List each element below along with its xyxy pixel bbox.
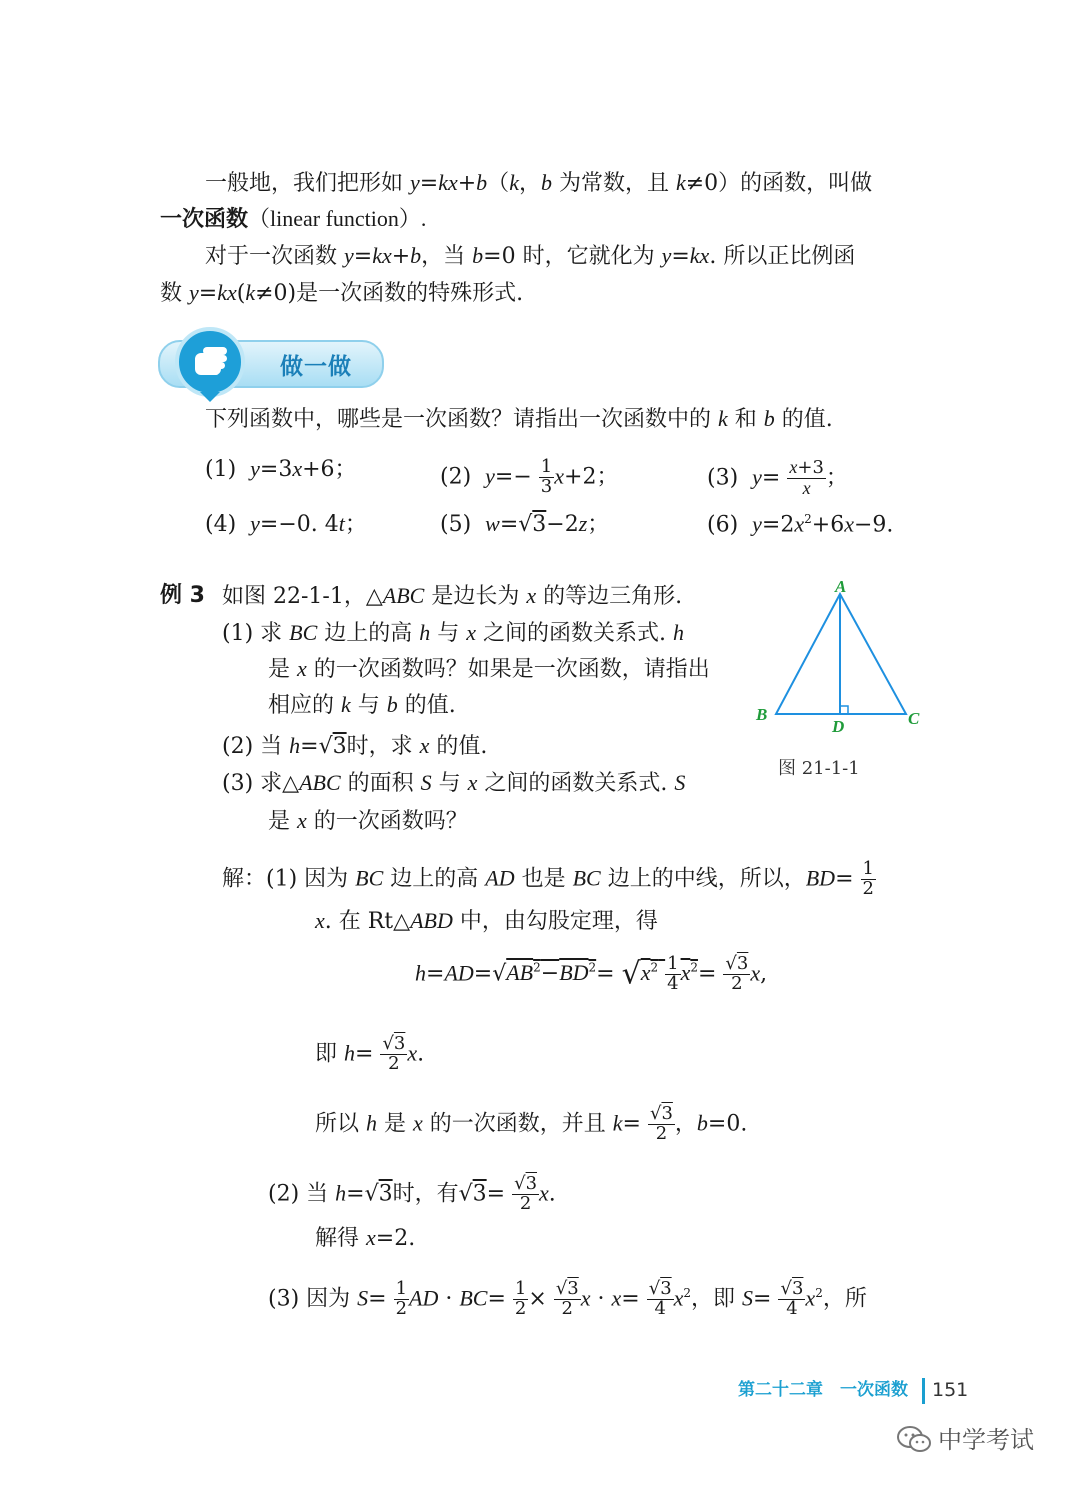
vertex-label-b: B — [756, 705, 768, 724]
intro-line-2 — [160, 208, 426, 231]
vertex-label-c: C — [908, 709, 920, 728]
footer-chapter: 第二十二章 一次函数 — [738, 1380, 908, 1400]
term-linear-function: 一次函数 — [160, 207, 249, 232]
intro-line-3: 对于一次函数 y=kx+b，当 b=0 时，它就化为 y=kx. 所以正比例函 — [205, 243, 856, 269]
banner-tip — [200, 392, 220, 402]
activity-prompt: 下列函数中，哪些是一次函数？请指出一次函数中的 k 和 b 的值. — [205, 406, 833, 432]
example-stem: 如图 22-1-1，△ABC 是边长为 x 的等边三角形. — [222, 583, 683, 609]
watermark-text: 中学考试 — [938, 1426, 1034, 1454]
vertex-label-a: A — [835, 580, 847, 596]
activity-item-2: (2) y=− $\frac{1}{3}$ x+2； — [440, 456, 619, 497]
example-label: 例 3 — [160, 583, 205, 608]
solution-1-equation: $h=AD=√AB^2-BD^2= √x^2$ $\frac{1}{4}$ $x^2=$ $\frac{√3}{2}$ x, — [415, 953, 768, 994]
solution-1-line-2: x. 在 Rt△ABD 中，由勾股定理，得 — [315, 908, 658, 934]
figure-caption: 图 21-1-1 — [778, 758, 860, 779]
term-english: （linear function）. — [248, 206, 427, 231]
solution-2-line-2: 解得 x=2. — [315, 1225, 416, 1251]
hand-icon — [175, 327, 245, 397]
question-3-line-2: 是 x 的一次函数吗？ — [268, 808, 468, 834]
activity-item-3: (3) y= $\frac{x+3}{x}$ ； — [707, 457, 848, 498]
question-2: (2) 当 h=√3时，求 x 的值. — [222, 733, 488, 759]
activity-item-4: (4) y=−0. 4t； — [205, 511, 367, 537]
page-number: 151 — [932, 1379, 969, 1401]
question-1-line-1: (1) 求 BC 边上的高 h 与 x 之间的函数关系式. h — [222, 620, 685, 646]
solution-1-line-4: 即 h= $\frac{√3}{2}$ x. — [315, 1033, 425, 1074]
question-1-line-2: 是 x 的一次函数吗？如果是一次函数，请指出 — [268, 656, 710, 682]
wechat-icon — [896, 1425, 932, 1455]
activity-item-1: (1) y=3x+6； — [205, 456, 357, 482]
question-3-line-1: (3) 求△ABC 的面积 S 与 x 之间的函数关系式. S — [222, 770, 686, 796]
solution-3-line-1: (3) 因为 S= $\frac{1}{2}$ AD · BC= $\frac{1}{2}$ × $\frac{√3}{2}$ x · x= $\frac{√3}{4}$ $x^2$，即 S= $\frac{√3}{4}$ $x^2$，所 — [268, 1278, 867, 1319]
question-1-line-3: 相应的 k 与 b 的值. — [268, 692, 456, 718]
intro-line-1: 一般地，我们把形如 y=kx+b（k，b 为常数，且 k≠0）的函数，叫做 — [205, 170, 873, 196]
solution-1-line-5: 所以 h 是 x 的一次函数，并且 k= $\frac{√3}{2}$ ，b=0. — [315, 1103, 748, 1144]
solution-2-line-1: (2) 当 h=√3时，有√3= $\frac{√3}{2}$ x. — [268, 1173, 556, 1214]
solution-1-line-1: 解：(1) 因为 BC 边上的高 AD 也是 BC 边上的中线，所以，BD= $\frac{1}{2}$ — [222, 858, 874, 899]
activity-title: 做一做 — [280, 354, 352, 380]
activity-item-5: (5) w=√3−2z； — [440, 511, 610, 537]
vertex-label-d: D — [832, 717, 845, 736]
triangle-figure — [750, 580, 930, 740]
activity-item-6: (6) $y=2x^2+6x-9$. — [707, 511, 894, 538]
intro-line-4: 数 y=kx(k≠0)是一次函数的特殊形式. — [160, 280, 524, 306]
footer-divider — [922, 1378, 925, 1404]
